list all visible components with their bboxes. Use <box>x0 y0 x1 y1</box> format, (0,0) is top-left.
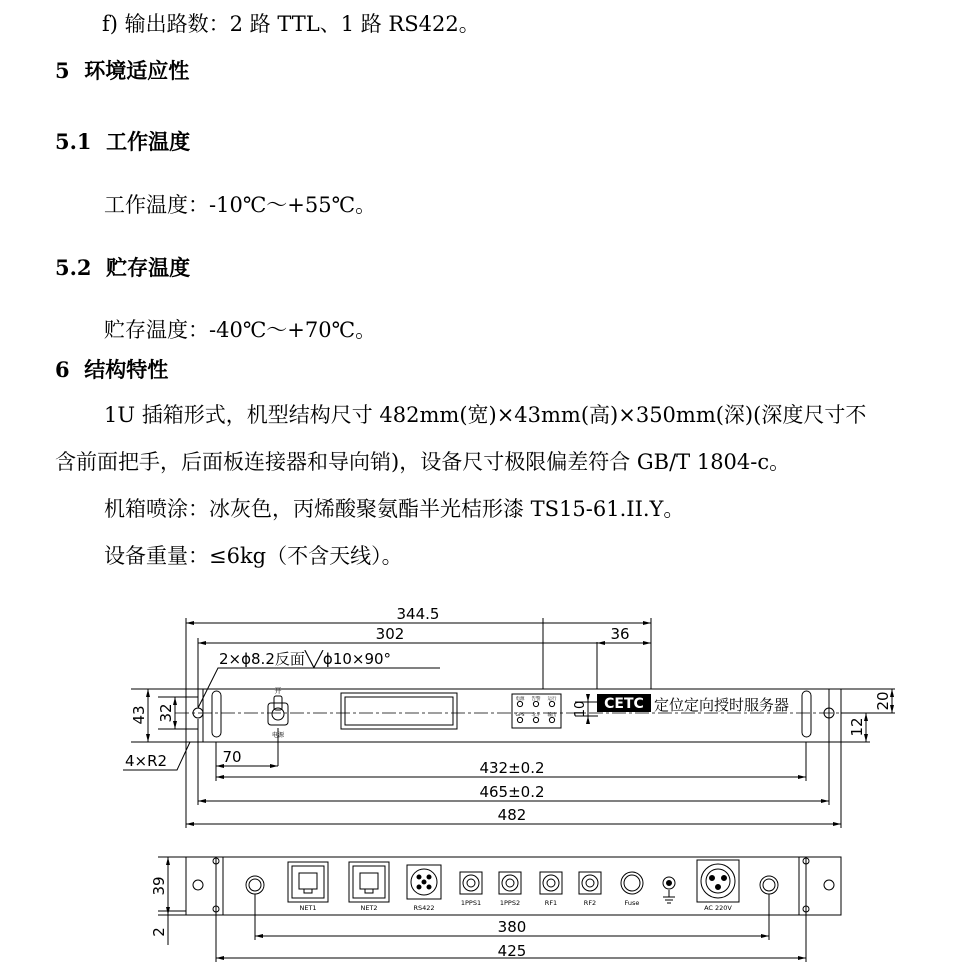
net2-port <box>349 862 389 902</box>
handle-left <box>212 691 221 737</box>
led-indicator <box>549 717 554 722</box>
handle-right <box>802 691 811 737</box>
dim-10: 10 <box>573 700 588 718</box>
port-label: 1PPS2 <box>499 899 521 907</box>
display-window-outer <box>341 693 457 729</box>
device-name: 定位定向授时服务器 <box>654 696 790 714</box>
cetc-logo-text: CETC <box>604 696 644 712</box>
dim-302: 302 <box>375 625 405 643</box>
dim-425: 425 <box>497 942 527 960</box>
paint-para: 机箱喷涂：冰灰色，丙烯酸聚氨酯半光桔形漆 TS15-61.II.Y。 <box>104 497 685 521</box>
led-indicator <box>517 701 522 706</box>
dim-36: 36 <box>610 625 630 643</box>
storage-temp-text: 贮存温度：-40℃～+70℃。 <box>104 318 377 342</box>
switch-bottom-label: 电源 <box>271 732 285 739</box>
led-indicator <box>533 701 538 706</box>
port-label: RS422 <box>413 904 435 912</box>
rear-mount-hole-right <box>824 880 834 890</box>
weight-para: 设备重量：≤6kg（不含天线）。 <box>104 544 403 568</box>
dim-344: 344.5 <box>396 605 440 623</box>
led-label: 输出 <box>547 713 557 718</box>
section-number: 6 <box>55 357 70 382</box>
port-label: NET1 <box>299 904 317 912</box>
led-label: 电源 <box>515 697 525 702</box>
dim-432: 432±0.2 <box>479 759 545 777</box>
1pps2-port <box>499 872 521 894</box>
port-label: Fuse <box>624 899 640 907</box>
hole-note: 2×ϕ8.2反面╲╱ϕ10×90° <box>219 650 392 668</box>
dim-39: 39 <box>150 876 168 896</box>
section-title: 贮存温度 <box>106 256 191 280</box>
section-title: 结构特性 <box>84 358 169 382</box>
net1-port <box>288 862 328 902</box>
radius-note: 4×R2 <box>125 752 168 770</box>
section-title: 环境适应性 <box>84 59 190 83</box>
port-label: NET2 <box>360 904 378 912</box>
led-label: GPS <box>515 713 525 718</box>
1pps1-port <box>460 872 482 894</box>
dim-482: 482 <box>497 806 527 824</box>
led-indicator <box>549 701 554 706</box>
rf2-port <box>579 872 601 894</box>
section-title: 工作温度 <box>106 130 191 154</box>
port-label: AC 220V <box>704 904 732 912</box>
rs422-port <box>407 865 441 899</box>
dim-465: 465±0.2 <box>479 783 545 801</box>
port-label: RF2 <box>583 899 597 907</box>
dim-70: 70 <box>222 748 242 766</box>
fuse-holder <box>621 872 643 894</box>
display-window-inner <box>345 697 453 725</box>
port-label: 1PPS1 <box>460 899 482 907</box>
led-indicator <box>533 717 538 722</box>
section-number: 5.2 <box>55 255 92 280</box>
port-label: RF1 <box>544 899 558 907</box>
structure-para-line1: 1U 插箱形式，机型结构尺寸 482mm(宽)×43mm(高)×350mm(深)(深度尺寸不 <box>104 403 867 427</box>
led-label: 运行 <box>547 697 557 702</box>
power-switch <box>268 696 288 725</box>
led-label: 告警 <box>531 697 541 702</box>
rf1-port <box>540 872 562 894</box>
dim-43: 43 <box>130 705 148 725</box>
output-item-f: f) 输出路数：2 路 TTL、1 路 RS422。 <box>102 12 480 36</box>
hole-note-leader <box>198 668 440 708</box>
ground-terminal <box>663 877 675 903</box>
ac-power-port <box>697 860 739 902</box>
dim-380: 380 <box>497 918 527 936</box>
section-number: 5.1 <box>55 129 92 154</box>
rear-mount-hole-left <box>193 880 203 890</box>
led-indicator <box>517 717 522 722</box>
switch-top-label: 开 <box>274 687 282 695</box>
dim-12: 12 <box>848 717 866 737</box>
section-number: 5 <box>55 58 70 83</box>
dim-2: 2 <box>150 927 168 937</box>
operating-temp-text: 工作温度：-10℃～+55℃。 <box>104 193 377 217</box>
dim-20: 20 <box>874 691 892 711</box>
led-label: 北斗 <box>531 713 541 718</box>
structure-para-line2: 含前面把手，后面板连接器和导向销)，设备尺寸极限偏差符合 GB/T 1804-c。 <box>55 450 791 474</box>
dim-32: 32 <box>157 703 175 723</box>
